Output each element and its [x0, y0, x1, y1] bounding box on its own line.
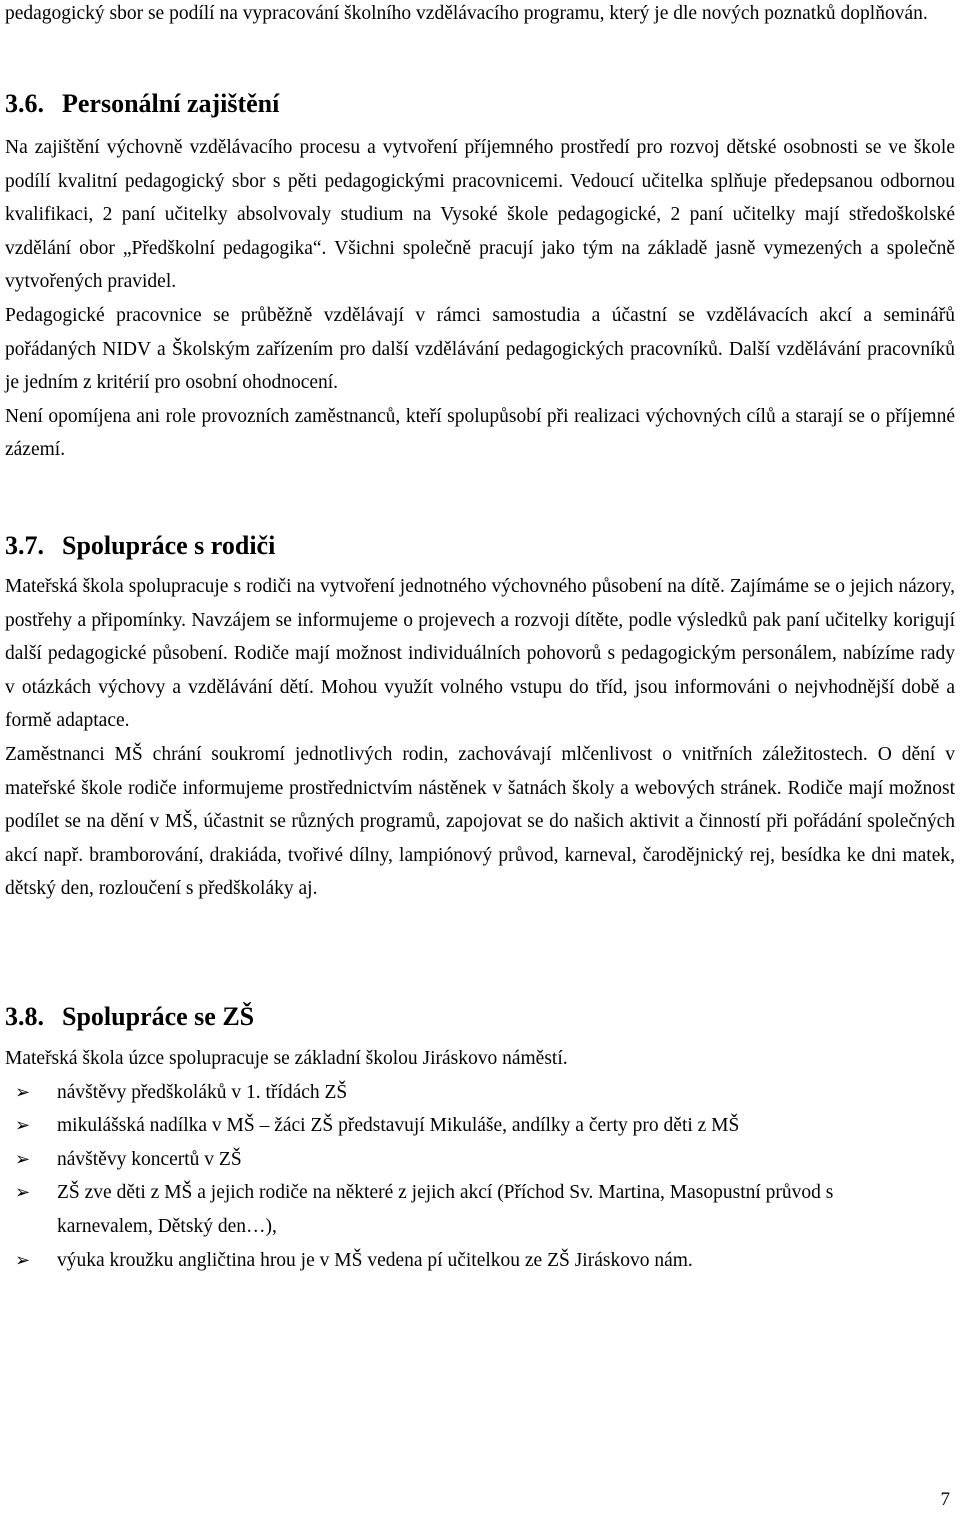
section-title: Personální zajištění [62, 89, 280, 118]
section-number: 3.7. [5, 531, 44, 560]
section-body-3-7 [5, 570, 955, 906]
paragraph: Není opomíjena ani role provozních zaměstnanců, kteří spolupůsobí při realizaci výchovných cílů a starají se o příjemné zázemí. [5, 405, 955, 461]
list-item-text: ZŠ zve děti z MŠ a jejich rodiče na některé z jejich akcí (Příchod Sv. Martina, Masopustní průvod s karnevalem, Dětský den…), [57, 1182, 834, 1237]
section-body-3-8 [5, 1042, 955, 1277]
paragraph: Zaměstnanci MŠ chrání soukromí jednotlivých rodin, zachovávají mlčenlivost o vnitřních záležitostech. O dění v mateřské škole rodiče informujeme prostřednictvím nástěnek v šatnách školy a webových stránek. Rodiče mají možnost podílet se na dění v MŠ, účastnit se různých programů, zapojovat se do našich aktivit a činností při pořádání společných akcí např. bramborování, drakiáda, tvořivé dílny, lampiónový průvod, karneval, čarodějnický rej, besídka ke dni matek, dětský den, rozloučení s předškoláky aj. [5, 743, 955, 900]
paragraph: Mateřská škola spolupracuje s rodiči na vytvoření jednotného výchovného působení na dítě. Zajímáme se o jejich názory, postřehy a připomínky. Navzájem se informujeme o projevech a rozvoji dítěte, podle výsledků pak paní učitelky korigují další pedagogické působení. Rodiče mají možnost individuálních pohovorů s pedagogickým personálem, nabízíme rady v otázkách výchovy a vzdělávání dětí. Mohou využít volného vstupu do tříd, jsou informováni o nejvhodnější době a formě adaptace. [5, 576, 955, 732]
paragraph: Pedagogické pracovnice se průběžně vzdělávají v rámci samostudia a účastní se vzdělávacích akcí a seminářů pořádaných NIDV a Školským zařízením pro další vzdělávání pedagogických pracovníků. Další vzdělávání pracovníků je jedním z kritérií pro osobní ohodnocení. [5, 304, 955, 394]
list-item-text: mikulášská nadílka v MŠ – žáci ZŠ představují Mikuláše, andílky a čerty pro děti z MŠ [57, 1115, 740, 1137]
arrow-bullet-icon: ➢ [15, 1148, 31, 1170]
section-title: Spolupráce se ZŠ [62, 1002, 255, 1031]
section-body-3-6 [5, 131, 955, 467]
arrow-bullet-icon: ➢ [15, 1081, 31, 1103]
list-item [5, 1076, 955, 1110]
section-number: 3.8. [5, 1002, 44, 1031]
list-item-text: návštěvy koncertů v ZŠ [57, 1148, 242, 1170]
section-heading-3-6 [5, 87, 279, 121]
section-heading-3-8 [5, 1000, 254, 1034]
arrow-bullet-icon: ➢ [15, 1249, 31, 1271]
arrow-bullet-icon: ➢ [15, 1115, 31, 1137]
section-heading-3-7 [5, 529, 275, 563]
paragraph: Na zajištění výchovně vzdělávacího procesu a vytvoření příjemného prostředí pro rozvoj dětské osobnosti se ve škole podílí kvalitní pedagogický sbor s pěti pedagogickými pracovnicemi. Vedoucí učitelka splňuje předepsanou odbornou kvalifikaci, 2 paní učitelky absolvovaly studium na Vysoké škole pedagogické, 2 paní učitelky mají středoškolské vzdělání obor „Předškolní pedagogika“. Všichni společně pracují jako tým na základě jasně vymezených a společně vytvořených pravidel. [5, 137, 955, 293]
section-number: 3.6. [5, 89, 44, 118]
list-item-text: výuka kroužku angličtina hrou je v MŠ vedena pí učitelkou ze ZŠ Jiráskovo nám. [57, 1249, 693, 1271]
arrow-bullet-icon: ➢ [15, 1182, 31, 1204]
paragraph: Mateřská škola úzce spolupracuje se základní školou Jiráskovo náměstí. [5, 1048, 568, 1069]
list-item-text: návštěvy předškoláků v 1. třídách ZŠ [57, 1081, 348, 1103]
list-item [5, 1244, 955, 1278]
intro-paragraph: pedagogický sbor se podílí na vypracování školního vzdělávacího programu, který je dle nových poznatků doplňován. [5, 3, 928, 24]
page-number: 7 [940, 1489, 950, 1510]
cooperation-list [5, 1076, 955, 1278]
list-item [5, 1176, 955, 1243]
section-title: Spolupráce s rodiči [62, 531, 276, 560]
list-item [5, 1143, 955, 1177]
list-item [5, 1109, 955, 1143]
